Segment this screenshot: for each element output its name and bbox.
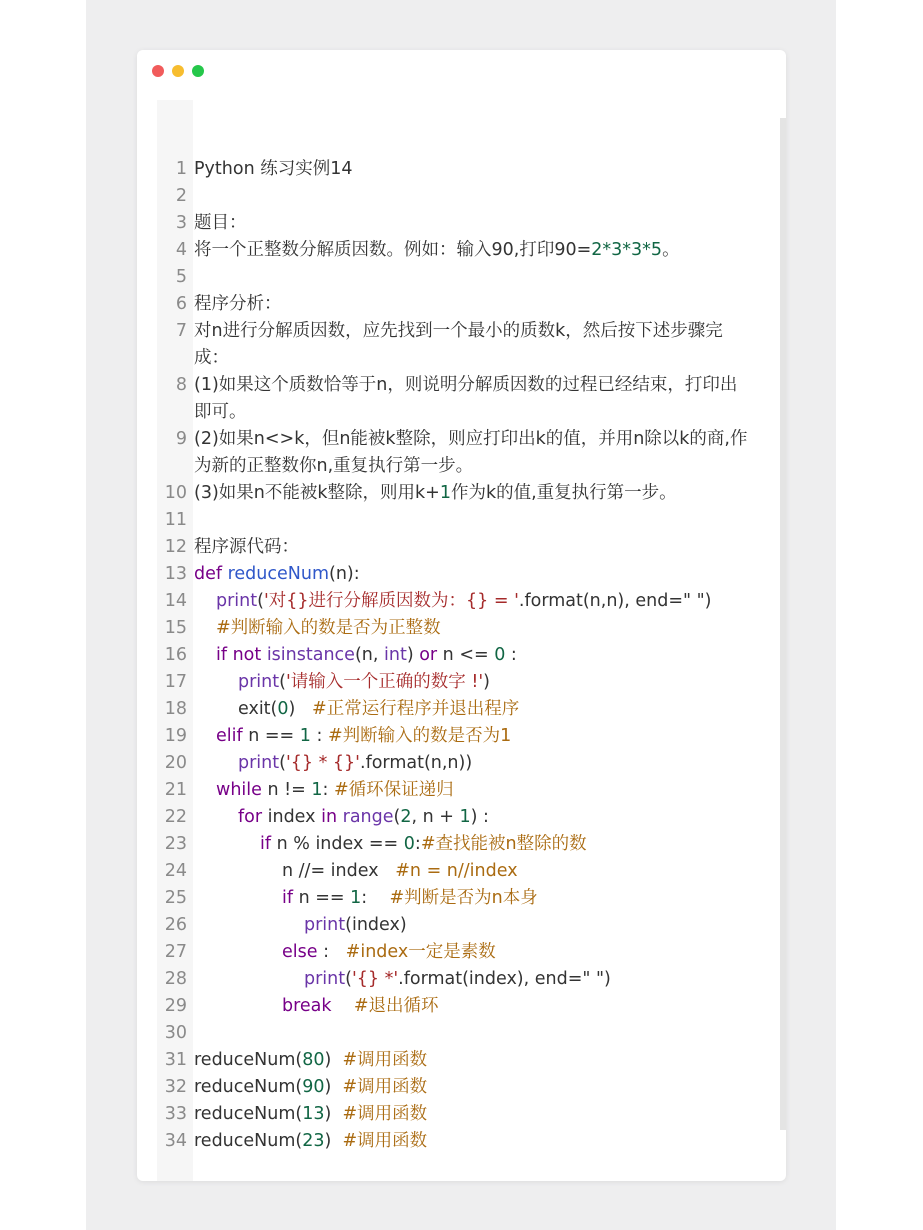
line-number: 11 <box>164 510 187 530</box>
line-text: 题目： <box>194 213 247 233</box>
line-number: 1 <box>175 159 187 179</box>
line-text: for index in range(2, n + 1) : <box>238 807 489 827</box>
line-number: 27 <box>164 942 187 962</box>
code-line <box>157 507 769 534</box>
line-text <box>194 1020 769 1047</box>
code-line <box>157 156 769 183</box>
code-line <box>157 696 769 723</box>
code-line <box>157 642 769 669</box>
code-line <box>157 318 769 372</box>
line-number: 15 <box>164 618 187 638</box>
line-text: reduceNum(90) #调用函数 <box>194 1077 428 1097</box>
code-editor <box>157 100 786 1181</box>
line-text <box>194 183 769 210</box>
line-text <box>194 507 769 534</box>
line-number: 9 <box>175 429 187 449</box>
line-text: (1)如果这个质数恰等于n，则说明分解质因数的过程已经结束，打印出即可。 <box>194 375 738 422</box>
code-line <box>157 858 769 885</box>
code-line <box>157 669 769 696</box>
line-number: 22 <box>164 807 187 827</box>
line-text: reduceNum(80) #调用函数 <box>194 1050 428 1070</box>
line-text: print('{} *'.format(index), end=" ") <box>304 969 611 989</box>
line-text: print('请输入一个正确的数字 !') <box>238 672 490 692</box>
line-text: print(index) <box>304 915 407 935</box>
code-line <box>157 831 769 858</box>
code-line <box>157 210 769 237</box>
code-line <box>157 561 769 588</box>
line-number: 28 <box>164 969 187 989</box>
code-line <box>157 264 769 291</box>
line-number: 29 <box>164 996 187 1016</box>
line-text: if not isinstance(n, int) or n <= 0 : <box>216 645 517 665</box>
code-window <box>137 50 786 1181</box>
code-line <box>157 1047 769 1074</box>
code-line <box>157 723 769 750</box>
line-text: while n != 1: #循环保证递归 <box>216 780 454 800</box>
code-lines <box>157 156 769 1155</box>
code-line <box>157 966 769 993</box>
line-text: #判断输入的数是否为正整数 <box>216 618 441 638</box>
line-number: 17 <box>164 672 187 692</box>
line-number: 6 <box>175 294 187 314</box>
line-number: 32 <box>164 1077 187 1097</box>
line-text: reduceNum(23) #调用函数 <box>194 1131 428 1151</box>
line-text: (3)如果n不能被k整除，则用k+1作为k的值,重复执行第一步。 <box>194 483 677 503</box>
code-line <box>157 372 769 426</box>
line-text: def reduceNum(n): <box>194 564 360 584</box>
line-number: 30 <box>164 1023 187 1043</box>
code-line <box>157 1020 769 1047</box>
window-controls <box>152 65 204 77</box>
line-number: 10 <box>164 483 187 503</box>
line-text: 将一个正整数分解质因数。例如：输入90,打印90=2*3*3*5。 <box>194 240 680 260</box>
line-text <box>194 264 769 291</box>
code-line <box>157 993 769 1020</box>
line-text: else : #index一定是素数 <box>282 942 496 962</box>
line-text: 程序源代码： <box>194 537 299 557</box>
line-number: 5 <box>175 267 187 287</box>
line-text: Python 练习实例14 <box>194 159 353 179</box>
line-number: 2 <box>175 186 187 206</box>
code-line <box>157 426 769 480</box>
line-number: 23 <box>164 834 187 854</box>
line-number: 7 <box>175 321 187 341</box>
line-number: 24 <box>164 861 187 881</box>
line-text: 对n进行分解质因数，应先找到一个最小的质数k，然后按下述步骤完成： <box>194 321 723 368</box>
code-line <box>157 912 769 939</box>
code-line <box>157 939 769 966</box>
line-number: 3 <box>175 213 187 233</box>
code-line <box>157 777 769 804</box>
line-number: 8 <box>175 375 187 395</box>
line-number: 13 <box>164 564 187 584</box>
line-text: reduceNum(13) #调用函数 <box>194 1104 428 1124</box>
code-line <box>157 804 769 831</box>
code-line <box>157 480 769 507</box>
line-text: (2)如果n<>k，但n能被k整除，则应打印出k的值，并用n除以k的商,作为新的正整数你n,重复执行第一步。 <box>194 429 748 476</box>
line-text: print('对{}进行分解质因数为：{} = '.format(n,n), end=" ") <box>216 591 712 611</box>
maximize-dot-icon[interactable] <box>192 65 204 77</box>
code-line <box>157 750 769 777</box>
line-number: 19 <box>164 726 187 746</box>
line-number: 33 <box>164 1104 187 1124</box>
line-number: 16 <box>164 645 187 665</box>
line-number: 25 <box>164 888 187 908</box>
line-text: if n == 1: #判断是否为n本身 <box>282 888 538 908</box>
line-text: if n % index == 0:#查找能被n整除的数 <box>260 834 587 854</box>
line-number: 18 <box>164 699 187 719</box>
scrollbar[interactable] <box>780 118 786 1130</box>
close-dot-icon[interactable] <box>152 65 164 77</box>
code-line <box>157 885 769 912</box>
line-text: exit(0) #正常运行程序并退出程序 <box>238 699 520 719</box>
line-number: 26 <box>164 915 187 935</box>
minimize-dot-icon[interactable] <box>172 65 184 77</box>
code-line <box>157 237 769 264</box>
code-line <box>157 1128 769 1155</box>
line-text: n //= index #n = n//index <box>282 861 518 881</box>
code-line <box>157 183 769 210</box>
code-line <box>157 291 769 318</box>
line-text: 程序分析： <box>194 294 282 314</box>
code-line <box>157 588 769 615</box>
line-number: 4 <box>175 240 187 260</box>
line-text: break #退出循环 <box>282 996 439 1016</box>
line-number: 34 <box>164 1131 187 1151</box>
code-line <box>157 534 769 561</box>
line-number: 14 <box>164 591 187 611</box>
line-number: 20 <box>164 753 187 773</box>
code-line <box>157 1074 769 1101</box>
line-number: 12 <box>164 537 187 557</box>
code-line <box>157 615 769 642</box>
code-line <box>157 1101 769 1128</box>
line-text: elif n == 1 : #判断输入的数是否为1 <box>216 726 512 746</box>
line-number: 21 <box>164 780 187 800</box>
line-number: 31 <box>164 1050 187 1070</box>
line-text: print('{} * {}'.format(n,n)) <box>238 753 473 773</box>
